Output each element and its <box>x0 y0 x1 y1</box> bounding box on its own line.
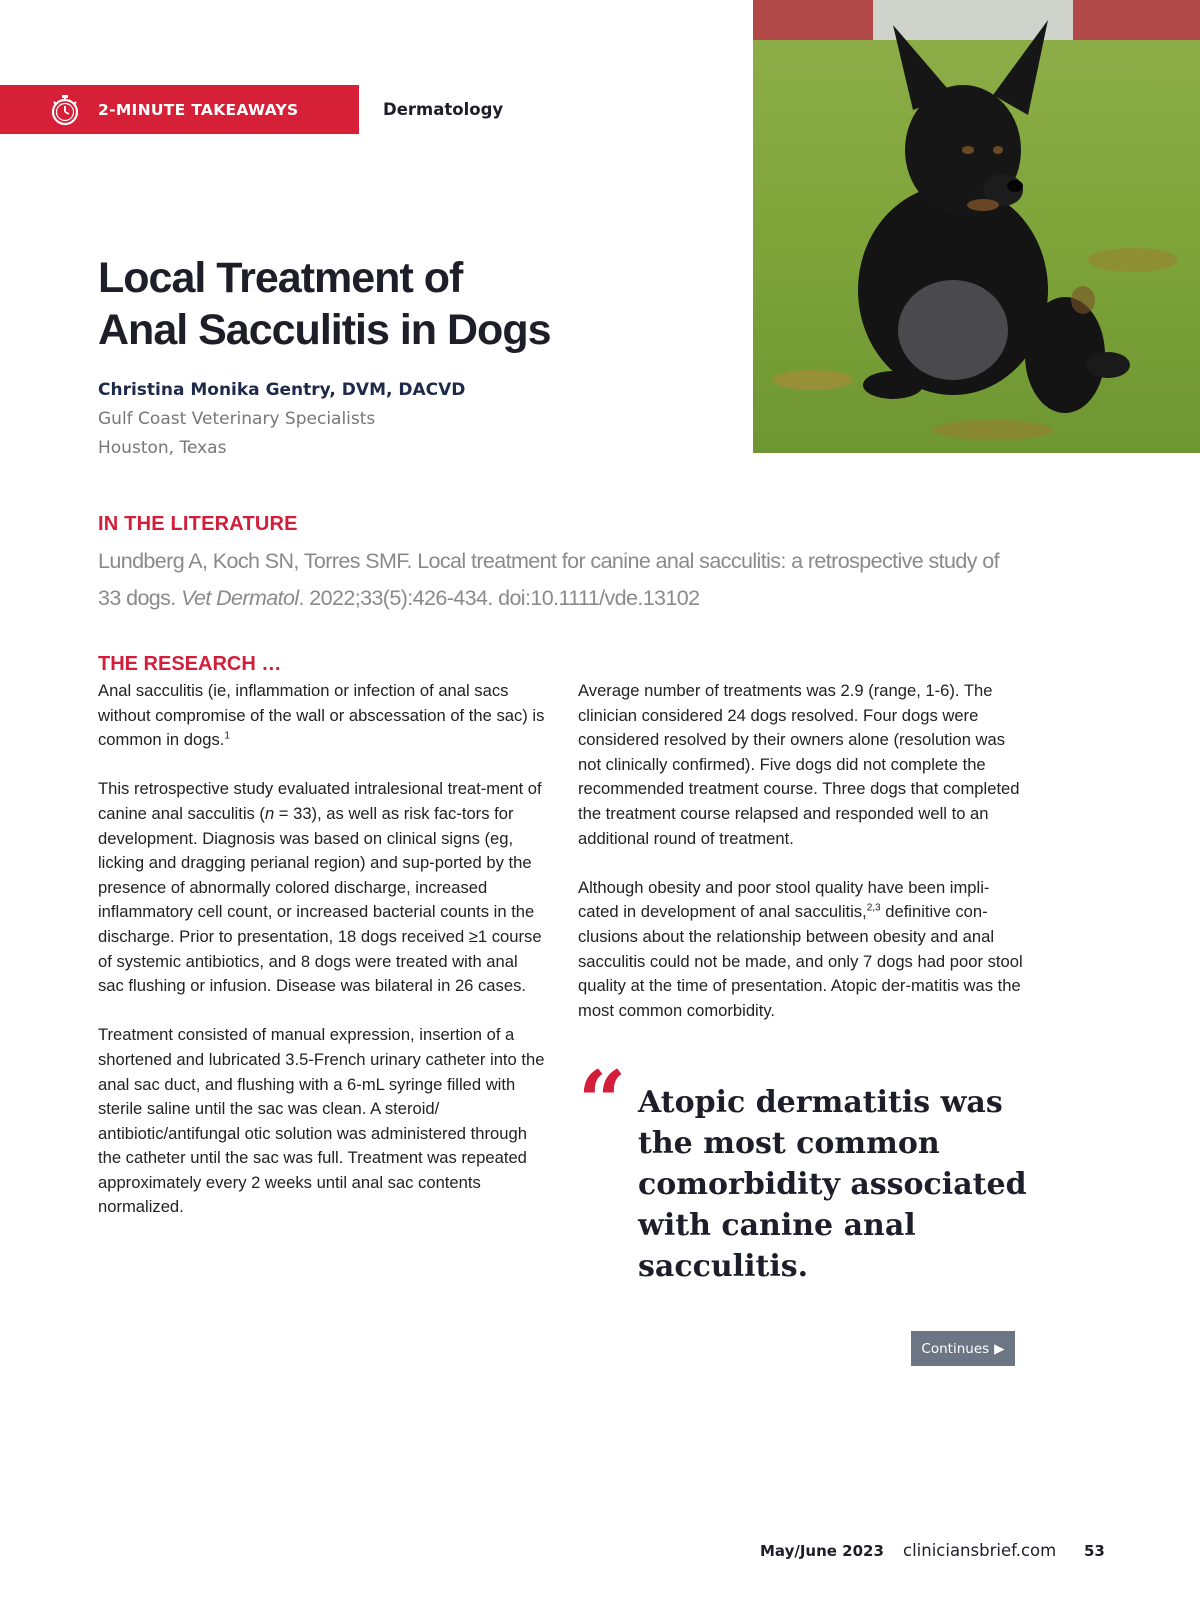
research-paragraph-3: Treatment consisted of manual expression, insertion of a shortened and lubricated 3.5-French urinary catheter into the anal sac duct, and flushing with a 6-mL syringe filled with sterile saline until the sac was clean. A steroid/ antibiotic/antifungal otic solution was administered through the catheter until the sac was full. Treatment was repeated approximately every 2 weeks until anal sac contents normalized. <box>98 1025 545 1217</box>
research-paragraph-5: Although obesity and poor stool quality have been impli-cated in development of anal sacculitis,$^{2,3}$ definitive con-clusions about the relationship between obesity and anal sacculitis could not be made, and only 7 dogs had poor stool quality at the time of presentation. Atopic der-matitis was the most common comorbidity. <box>578 877 1023 1020</box>
pull-quote: Atopic dermatitis was the most common comorbidity associated with canine anal sacculitis. <box>638 1085 1027 1284</box>
title-line-1: Local Treatment of <box>98 254 463 302</box>
citation-authors: Lundberg A, Koch SN, Torres SMF. Local treatment for canine anal sacculitis: a retrospective study of 33 dogs. <box>98 549 1000 610</box>
citation-journal: Vet Dermatol <box>181 586 299 610</box>
author-name: Christina Monika Gentry, DVM, DACVD <box>98 380 466 400</box>
research-paragraph-4: Average number of treatments was 2.9 (range, 1-6). The clinician considered 24 dogs resolved. Four dogs were considered resolved by their owners alone (resolution was not clinically confirmed). Five dogs did not complete the recommended treatment course. Three dogs that completed the treatment course relapsed and responded well to an additional round of treatment. <box>578 681 1020 848</box>
continues-button[interactable] <box>911 1331 1015 1366</box>
section-tag: Dermatology <box>383 100 504 119</box>
quote-mark-icon: “ <box>578 1052 627 1151</box>
website-link[interactable]: cliniciansbrief.com <box>903 1541 1057 1560</box>
research-paragraph-2: This retrospective study evaluated intralesional treat-ment of canine anal sacculitis (n = 33), as well as risk fac-tors for development. Diagnosis was based on clinical signs (eg, licking and dragging perianal region) and sup-ported by the presence of abnormally colored discharge, increased inflammatory cell count, or increased bacterial counts in the discharge. Prior to presentation, 18 dogs received ≥1 course of systemic antibiotics, and 8 dogs were treated with anal sac flushing or infusion. Disease was bilateral in 26 cases. <box>98 779 542 996</box>
research-column-left <box>98 679 548 1245</box>
page-number: 53 <box>1084 1542 1105 1560</box>
reference-1: 1 <box>224 730 230 742</box>
dog-photo <box>753 0 1200 453</box>
research-column-right <box>578 679 1028 1048</box>
article-title <box>98 252 658 356</box>
research-paragraph-1: Anal sacculitis (ie, inflammation or infection of anal sacs without compromise of the wall or abscessation of the sac) is common in dogs.$^1$ <box>98 681 545 750</box>
issue-date: May/June 2023 <box>760 1542 884 1560</box>
continues-label: Continues <box>921 1340 990 1357</box>
literature-heading: IN THE LITERATURE <box>98 513 298 535</box>
author-location: Houston, Texas <box>98 438 227 458</box>
reference-2-3: 2,3 <box>866 902 881 914</box>
research-heading: THE RESEARCH … <box>98 653 282 675</box>
title-line-2: Anal Sacculitis in Dogs <box>98 306 551 354</box>
literature-citation <box>98 543 1018 617</box>
banner-label: 2-MINUTE TAKEAWAYS <box>98 100 299 119</box>
citation-details: . 2022;33(5):426-434. doi:10.1111/vde.13102 <box>298 586 700 610</box>
play-arrow-icon: ▶ <box>994 1340 1005 1357</box>
stopwatch-icon <box>48 93 82 127</box>
takeaways-banner <box>0 85 359 134</box>
author-affiliation: Gulf Coast Veterinary Specialists <box>98 409 376 429</box>
